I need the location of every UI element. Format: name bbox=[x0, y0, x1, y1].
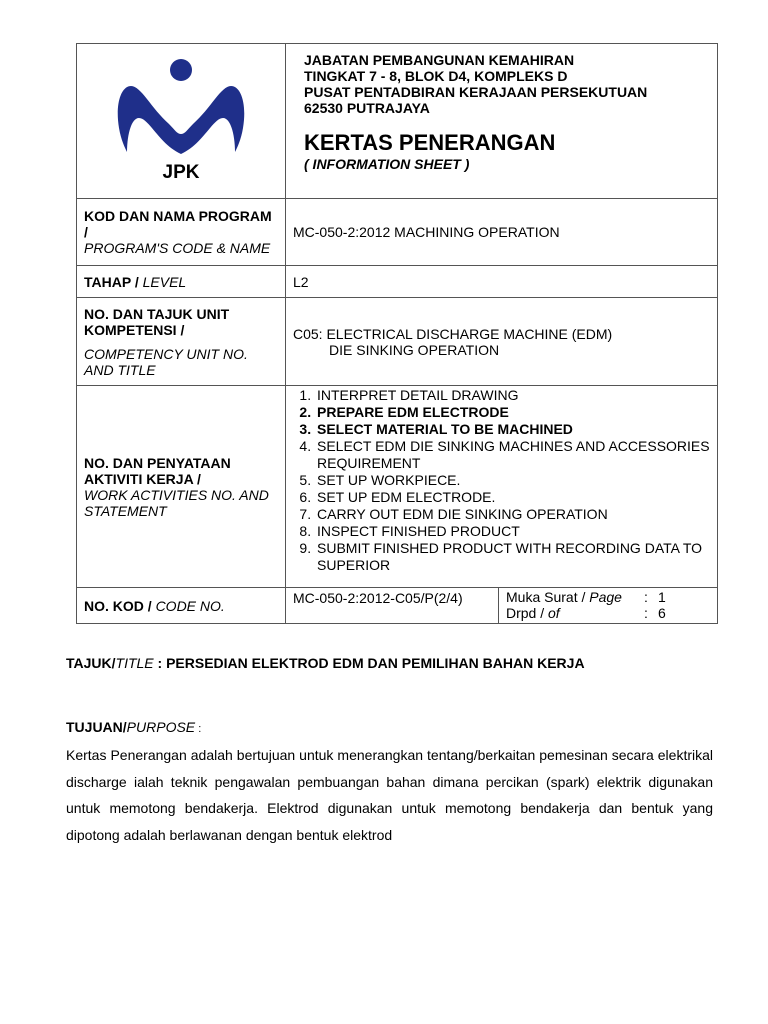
program-code: MC-050-2:2012 bbox=[293, 224, 391, 240]
total-pages: 6 bbox=[658, 605, 666, 621]
purpose-paragraph: Kertas Penerangan adalah bertujuan untuk menerangkan tentang/berkaitan pemesinan secara elektrikal discharge ialah teknik pengawalan pembuangan bahan dimana percikan (spark) elektrik digunakan untuk memotong bendakerja. Elektrod digunakan untuk memotong bendakerja dan bentuk yang dipotong adalah berlawanan dengan bentuk elektrod bbox=[66, 747, 713, 843]
page-sep: : bbox=[644, 589, 648, 605]
of-label: Drpd / bbox=[506, 605, 545, 621]
list-item: 8. INSPECT FINISHED PRODUCT bbox=[315, 523, 710, 540]
logo-cell bbox=[77, 44, 286, 199]
sheet-title: KERTAS PENERANGAN bbox=[304, 130, 556, 155]
page-info-cell bbox=[499, 588, 718, 624]
address-line: TINGKAT 7 - 8, BLOK D4, KOMPLEKS D bbox=[304, 68, 568, 84]
logo-text: JPK bbox=[162, 161, 200, 183]
page-number: 1 bbox=[658, 589, 666, 605]
list-item: 1. INTERPRET DETAIL DRAWING bbox=[315, 387, 710, 404]
activities-label-en: WORK ACTIVITIES NO. AND STATEMENT bbox=[84, 486, 269, 519]
activities-label-cell bbox=[77, 386, 286, 588]
program-label-en: PROGRAM'S CODE & NAME bbox=[84, 240, 271, 256]
list-item: 4. SELECT EDM DIE SINKING MACHINES AND ACCESSORIES REQUIREMENT bbox=[315, 438, 710, 472]
list-item: 6. SET UP EDM ELECTRODE. bbox=[315, 489, 710, 506]
unit-value-cell bbox=[286, 298, 718, 386]
title-label-en: TITLE bbox=[115, 655, 154, 671]
of-sep: : bbox=[644, 605, 648, 621]
document-title bbox=[66, 655, 726, 671]
of-label-en: of bbox=[548, 605, 560, 621]
unit-label-en: COMPETENCY UNIT NO. AND TITLE bbox=[84, 345, 248, 378]
work-activities-list bbox=[293, 387, 710, 574]
purpose-label-en: PURPOSE bbox=[126, 719, 196, 735]
code-label-en: CODE NO. bbox=[155, 597, 225, 614]
address-line: 62530 PUTRAJAYA bbox=[304, 100, 430, 116]
info-sheet-header-table bbox=[76, 43, 718, 624]
program-name: MACHINING OPERATION bbox=[394, 224, 560, 240]
address-line: PUSAT PENTADBIRAN KERAJAAN PERSEKUTUAN bbox=[304, 84, 648, 100]
code-label-cell bbox=[77, 588, 286, 624]
code-label: NO. KOD / bbox=[84, 597, 152, 614]
list-item: 3. SELECT MATERIAL TO BE MACHINED bbox=[315, 421, 710, 438]
level-label-en: LEVEL bbox=[142, 273, 187, 290]
level-value: L2 bbox=[286, 266, 718, 298]
title-label: TAJUK/ bbox=[66, 655, 116, 671]
unit-label: NO. DAN TAJUK UNIT KOMPETENSI / bbox=[84, 305, 230, 338]
page-label: Muka Surat / bbox=[506, 589, 586, 605]
unit-value-line1: C05: ELECTRICAL DISCHARGE MACHINE (EDM) bbox=[293, 325, 613, 342]
purpose-colon: : bbox=[195, 723, 202, 735]
unit-value-line2: DIE SINKING OPERATION bbox=[329, 341, 500, 358]
purpose-heading bbox=[66, 719, 201, 735]
purpose-label: TUJUAN/ bbox=[66, 719, 127, 735]
level-label-cell bbox=[77, 266, 286, 298]
list-item: 5. SET UP WORKPIECE. bbox=[315, 472, 710, 489]
sheet-subtitle: ( INFORMATION SHEET ) bbox=[304, 156, 470, 172]
program-label-cell bbox=[77, 199, 286, 266]
agency-address-block bbox=[286, 44, 718, 199]
list-item: 9. SUBMIT FINISHED PRODUCT WITH RECORDING DATA TO SUPERIOR bbox=[315, 540, 710, 574]
program-label: KOD DAN NAMA PROGRAM / bbox=[84, 208, 272, 240]
activities-list-cell bbox=[286, 386, 718, 588]
page-label-en: Page bbox=[589, 589, 622, 605]
title-text: : PERSEDIAN ELEKTROD EDM DAN PEMILIHAN BAHAN KERJA bbox=[153, 655, 585, 671]
page-info bbox=[506, 589, 710, 621]
list-item: 2. PREPARE EDM ELECTRODE bbox=[315, 404, 710, 421]
activities-label: NO. DAN PENYATAAN AKTIVITI KERJA / bbox=[84, 454, 231, 487]
code-value: MC-050-2:2012-C05/P(2/4) bbox=[286, 588, 499, 624]
jpk-m-logo-icon bbox=[111, 56, 251, 184]
level-label: TAHAP / bbox=[84, 273, 139, 290]
unit-label-cell bbox=[77, 298, 286, 386]
program-value-cell bbox=[286, 199, 718, 266]
list-item: 7. CARRY OUT EDM DIE SINKING OPERATION bbox=[315, 506, 710, 523]
address-line: JABATAN PEMBANGUNAN KEMAHIRAN bbox=[304, 52, 575, 68]
